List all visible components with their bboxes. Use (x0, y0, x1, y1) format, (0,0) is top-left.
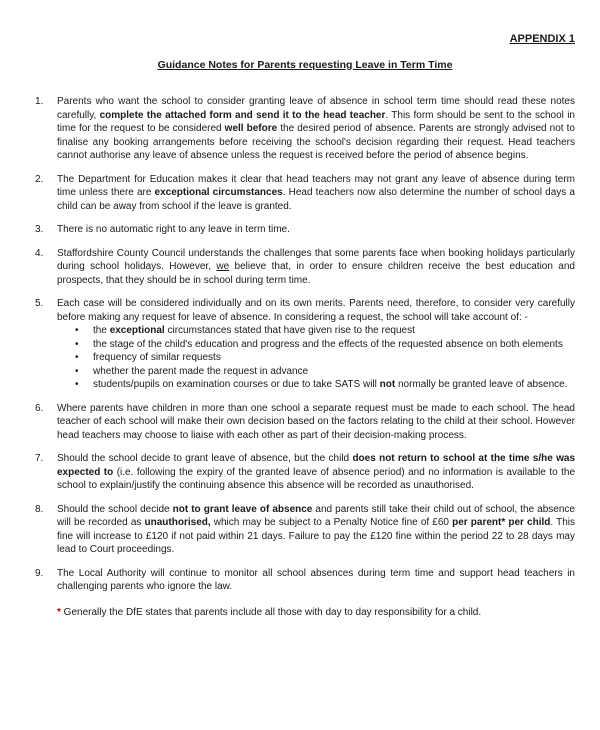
bullet-item (57, 338, 575, 352)
bullet-icon: • (75, 325, 79, 336)
list-item (35, 223, 575, 237)
item-number: 3. (35, 224, 44, 235)
bullet-item (57, 351, 575, 365)
item-text: Where parents have children in more than one school a separate request must be made to each school. The head teacher of each school will make their own decision based on the factors relating to the child at their school. However head teachers may choose to liaise with each other as part of their decision-making process. (57, 402, 575, 441)
item-text: The Department for Education makes it clear that head teachers may not grant any leave of absence during term time unless there are exceptional circumstances. Head teachers now also determine the number of school days a child can be away from school if the leave is granted. (57, 173, 575, 212)
item-text: Should the school decide not to grant leave of absence and parents still take their child out of school, the absence will be recorded as unauthorised, which may be subject to a Penalty Notice fine of £60 per parent* per child. This fine will increase to £120 if not paid within 21 days. Failure to pay the £120 fine within the period 22 to 28 days may lead to Court proceedings. (57, 503, 575, 555)
bullet-text: frequency of similar requests (93, 352, 221, 363)
bullet-icon: • (75, 352, 79, 363)
bullet-item (57, 365, 575, 379)
list-item (35, 297, 575, 392)
bullet-text: the stage of the child's education and progress and the effects of the requested absence on both elements (93, 338, 563, 350)
page-title: Guidance Notes for Parents requesting Leave in Term Time (157, 58, 453, 71)
item-number: 9. (35, 567, 44, 579)
item-text: The Local Authority will continue to monitor all school absences during term time and support head teachers in challenging parents who ignore the law. (57, 567, 575, 592)
item-text: Parents who want the school to consider granting leave of absence in school term time should read these notes carefully, complete the attached form and send it to the head teacher. This form should be sent to the school in time for the request to be considered well before the desired period of absence. Parents are strongly advised not to finalise any booking arrangements before receiving the school's decision regarding their request. Head teachers cannot authorise any leave of absence unless the request is received before the period of absence begins. (57, 96, 575, 161)
list-item (35, 173, 575, 214)
bullet-text: the exceptional circumstances stated that have given rise to the request (93, 325, 415, 336)
item-number: 4. (35, 247, 44, 259)
item-number: 7. (35, 453, 44, 464)
list-item (35, 452, 575, 493)
footnote-asterisk: * (57, 606, 61, 618)
item-text: There is no automatic right to any leave in term time. (57, 224, 290, 235)
list-item (35, 567, 575, 594)
item-number: 6. (35, 402, 44, 414)
bullet-item (57, 324, 575, 338)
guidance-list (35, 95, 575, 594)
item-number: 5. (35, 298, 44, 309)
item-number: 1. (35, 96, 44, 107)
item-text: Staffordshire County Council understands the challenges that some parents face when booking holidays particularly during school holidays. However, we believe that, in order to ensure children receive the best education and prospects, that they should be in school during term time. (57, 247, 575, 286)
item-number: 8. (35, 503, 44, 515)
list-item (35, 95, 575, 163)
bullet-icon: • (75, 365, 79, 377)
footnote (57, 606, 575, 620)
bullet-icon: • (75, 338, 79, 350)
footnote-text: Generally the DfE states that parents include all those with day to day responsibility for a child. (60, 606, 482, 618)
item-text-lead: Each case will be considered individually and on its own merits. Parents need, therefore, to consider very carefully before making any request for leave of absence. In considering a request, the school will take account of: - (57, 298, 575, 323)
bullet-list (57, 324, 575, 392)
bullet-text: whether the parent made the request in advance (93, 365, 309, 377)
item-number: 2. (35, 173, 44, 185)
item-text (57, 297, 575, 392)
list-item (35, 402, 575, 443)
list-item (35, 247, 575, 288)
appendix-label: APPENDIX 1 (509, 33, 575, 45)
list-item (35, 503, 575, 557)
item-text: Should the school decide to grant leave of absence, but the child does not return to school at the time s/he was expected to (i.e. following the expiry of the granted leave of absence period) and no information is available to the school to explain/justify the continuing absence this absence will be recorded as unauthorised. (57, 453, 576, 491)
bullet-text: students/pupils on examination courses or due to take SATS will not normally be granted leave of absence. (93, 379, 568, 390)
bullet-icon: • (75, 379, 79, 390)
bullet-item (57, 378, 575, 392)
